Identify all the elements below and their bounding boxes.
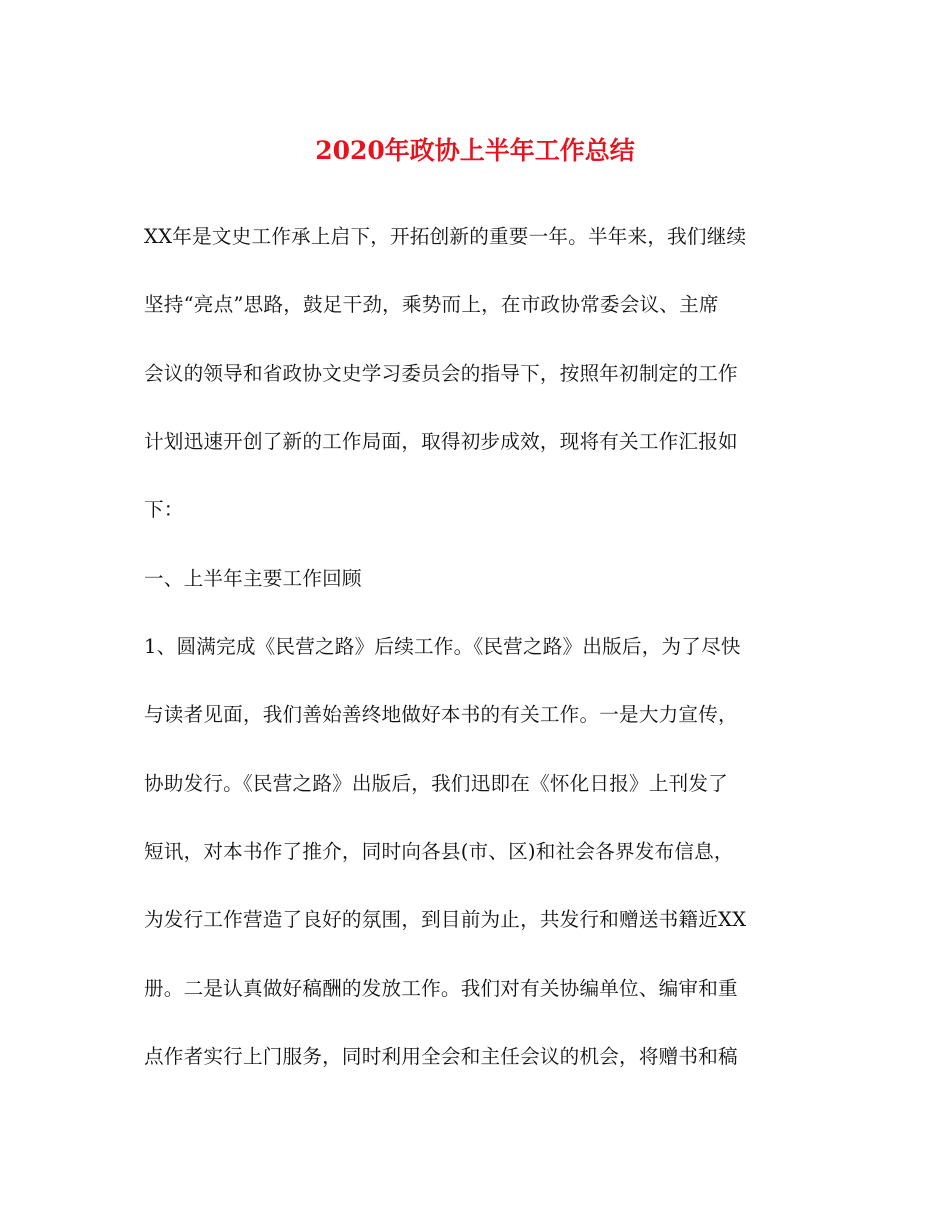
paragraph-line: 计划迅速开创了新的工作局面，取得初步成效，现将有关工作汇报如 [144, 430, 738, 453]
document-title: 2020年政协上半年工作总结 [315, 136, 635, 165]
paragraph-line: 1、圆满完成《民营之路》后续工作。《民营之路》出版后，为了尽快 [144, 635, 741, 658]
section-heading: 一、上半年主要工作回顾 [144, 567, 362, 590]
paragraph-line: 会议的领导和省政协文史学习委员会的指导下，按照年初制定的工作 [144, 362, 738, 385]
paragraph-line: XX年是文史工作承上启下，开拓创新的重要一年。半年来，我们继续 [144, 225, 747, 248]
paragraph-line: 下： [144, 498, 184, 521]
paragraph-line: 为发行工作营造了良好的氛围，到目前为止，共发行和赠送书籍近XX [144, 908, 747, 931]
paragraph-line: 册。二是认真做好稿酬的发放工作。我们对有关协编单位、编审和重 [144, 977, 738, 1000]
paragraph-line: 与读者见面，我们善始善终地做好本书的有关工作。一是大力宣传， [144, 703, 738, 726]
paragraph-line: 短讯，对本书作了推介，同时向各县(市、区)和社会各界发布信息， [144, 840, 734, 863]
paragraph-line: 协助发行。《民营之路》出版后，我们迅即在《怀化日报》上刊发了 [144, 772, 729, 795]
paragraph-line: 坚持“亮点”思路，鼓足干劲，乘势而上，在市政协常委会议、主席 [144, 293, 719, 316]
paragraph-line: 点作者实行上门服务，同时利用全会和主任会议的机会，将赠书和稿 [144, 1045, 738, 1068]
